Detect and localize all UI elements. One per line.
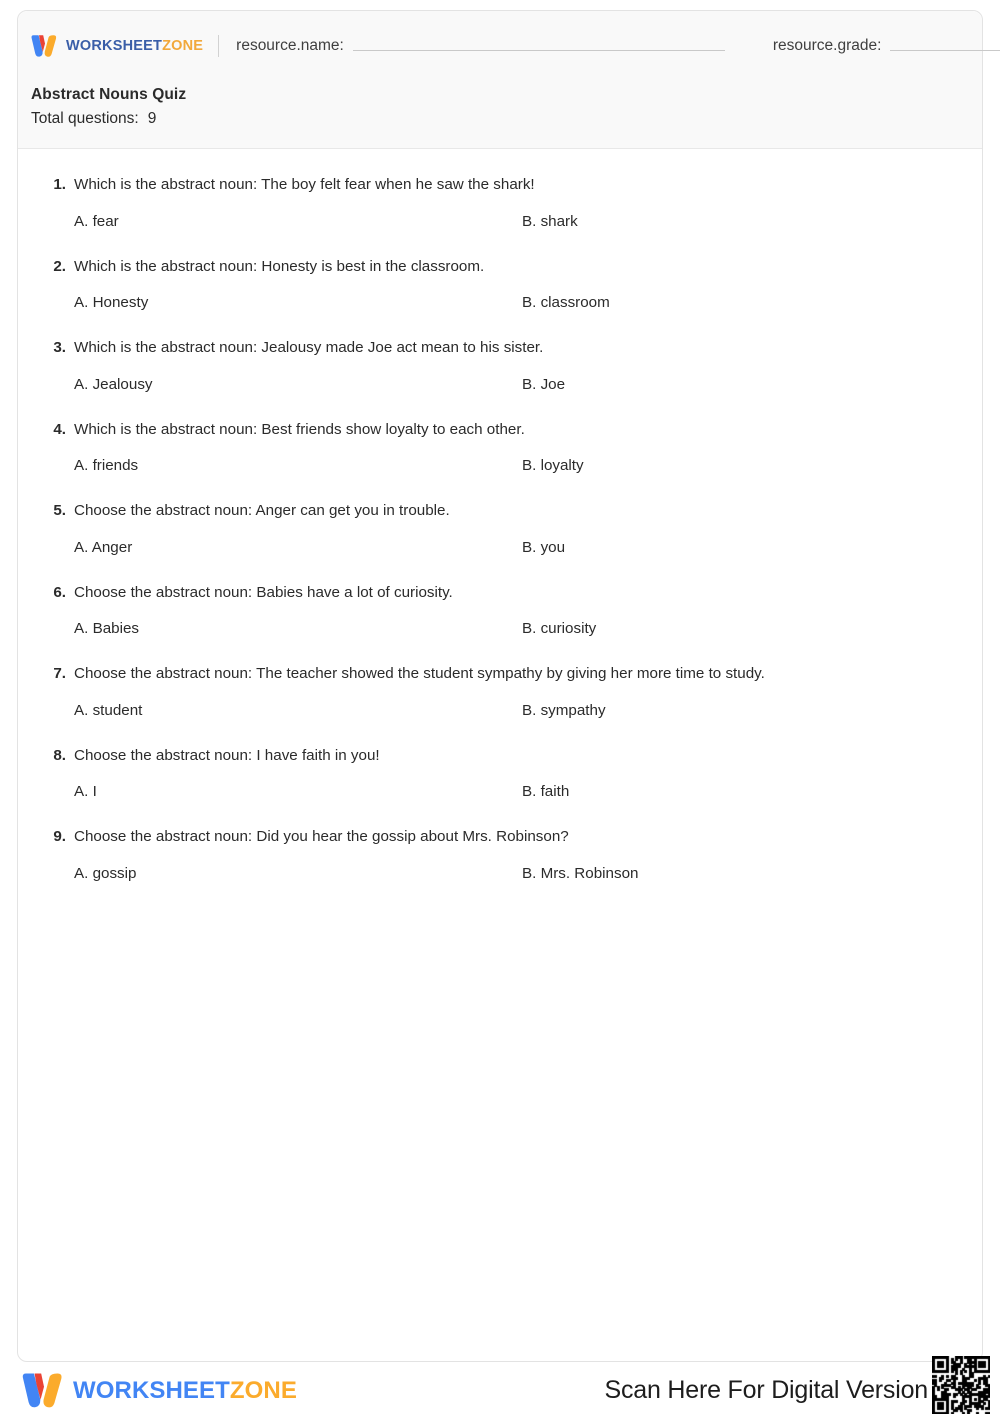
option-a[interactable]: A. Babies xyxy=(74,620,140,638)
header-logo-text-zone: ZONE xyxy=(162,37,204,54)
question-item xyxy=(38,583,962,640)
question-prompt-row xyxy=(38,827,962,848)
question-options-row xyxy=(38,619,962,640)
question-options-row xyxy=(38,375,962,396)
question-options-row xyxy=(38,782,962,803)
question-text: Choose the abstract noun: Anger can get you in trouble. xyxy=(74,502,450,520)
option-b[interactable]: B. faith xyxy=(522,783,570,801)
question-prompt-row xyxy=(38,583,962,604)
resource-name-input-rule[interactable] xyxy=(353,50,725,51)
footer-logo-text xyxy=(73,1376,297,1404)
option-b[interactable]: B. sympathy xyxy=(522,701,606,719)
question-number: 6. xyxy=(53,583,66,601)
footer-logo-text-zone: ZONE xyxy=(229,1376,297,1404)
question-item xyxy=(38,827,962,884)
question-options-row xyxy=(38,212,962,233)
question-number: 4. xyxy=(53,420,66,438)
question-prompt-row xyxy=(38,175,962,196)
question-number: 7. xyxy=(53,665,66,683)
question-text: Choose the abstract noun: The teacher showed the student sympathy by giving her more time to study. xyxy=(74,665,765,683)
option-b[interactable]: B. Joe xyxy=(522,375,566,393)
question-options-row xyxy=(38,538,962,559)
option-b[interactable]: B. classroom xyxy=(522,294,610,312)
resource-grade-input-rule[interactable] xyxy=(890,50,1000,51)
resource-name-field[interactable] xyxy=(236,37,725,55)
question-item xyxy=(38,664,962,721)
page-title: Abstract Nouns Quiz xyxy=(31,86,187,103)
option-a[interactable]: A. gossip xyxy=(74,864,137,882)
total-questions-label: Total questions: xyxy=(31,110,139,128)
option-b[interactable]: B. shark xyxy=(522,212,578,230)
qr-code-icon[interactable] xyxy=(932,1356,990,1414)
header-logo-text xyxy=(66,39,203,54)
header-logo-text-worksheet: WORKSHEET xyxy=(66,37,163,54)
question-text: Choose the abstract noun: I have faith in you! xyxy=(74,746,380,764)
question-number: 2. xyxy=(53,257,66,275)
total-questions xyxy=(31,107,186,132)
worksheetzone-logo-icon xyxy=(31,33,59,59)
question-text: Which is the abstract noun: Honesty is best in the classroom. xyxy=(74,257,485,275)
question-text: Choose the abstract noun: Babies have a lot of curiosity. xyxy=(74,583,453,601)
question-number: 3. xyxy=(53,339,66,357)
option-a[interactable]: A. I xyxy=(74,783,97,801)
page-footer xyxy=(0,1368,1000,1414)
resource-grade-field[interactable] xyxy=(773,37,1000,55)
total-questions-count: 9 xyxy=(147,110,157,128)
question-text: Choose the abstract noun: Did you hear the gossip about Mrs. Robinson? xyxy=(74,828,569,846)
question-item xyxy=(38,420,962,477)
question-prompt-row xyxy=(38,257,962,278)
header-divider xyxy=(218,35,219,57)
question-text: Which is the abstract noun: The boy felt fear when he saw the shark! xyxy=(74,176,535,193)
footer-logo[interactable] xyxy=(22,1370,297,1411)
resource-grade-label: resource.grade: xyxy=(772,37,882,54)
title-block xyxy=(31,83,186,132)
question-prompt-row xyxy=(38,664,962,685)
option-a[interactable]: A. student xyxy=(74,701,143,719)
option-b[interactable]: B. you xyxy=(522,538,566,556)
option-a[interactable]: A. Anger xyxy=(74,538,133,556)
questions-list xyxy=(18,149,982,884)
footer-logo-text-worksheet: WORKSHEET xyxy=(73,1376,230,1404)
header-logo[interactable] xyxy=(31,33,203,59)
worksheet-header xyxy=(18,11,982,149)
option-b[interactable]: B. curiosity xyxy=(522,620,597,638)
question-text: Which is the abstract noun: Jealousy made Joe act mean to his sister. xyxy=(74,339,544,357)
option-a[interactable]: A. fear xyxy=(74,212,119,230)
question-number: 8. xyxy=(53,746,66,764)
scan-here-text: Scan Here For Digital Version xyxy=(604,1376,928,1404)
header-top-row xyxy=(31,32,982,60)
option-a[interactable]: A. friends xyxy=(74,457,139,475)
question-options-row xyxy=(38,293,962,314)
question-prompt-row xyxy=(38,338,962,359)
question-options-row xyxy=(38,456,962,477)
option-b[interactable]: B. Mrs. Robinson xyxy=(522,864,639,882)
question-number: 9. xyxy=(53,828,66,846)
question-item xyxy=(38,501,962,558)
question-options-row xyxy=(38,864,962,885)
question-prompt-row xyxy=(38,420,962,441)
resource-name-label: resource.name: xyxy=(236,37,344,54)
option-b[interactable]: B. loyalty xyxy=(522,457,584,475)
question-number: 1. xyxy=(53,176,66,193)
question-item xyxy=(38,338,962,395)
worksheetzone-logo-icon xyxy=(22,1370,66,1411)
question-item xyxy=(38,257,962,314)
question-number: 5. xyxy=(53,502,66,520)
option-a[interactable]: A. Jealousy xyxy=(74,375,153,393)
option-a[interactable]: A. Honesty xyxy=(74,294,149,312)
question-text: Which is the abstract noun: Best friends show loyalty to each other. xyxy=(74,420,525,438)
question-item xyxy=(38,746,962,803)
question-prompt-row xyxy=(38,501,962,522)
question-options-row xyxy=(38,701,962,722)
question-prompt-row xyxy=(38,746,962,767)
question-item xyxy=(38,175,962,232)
worksheet-card xyxy=(17,10,983,1362)
